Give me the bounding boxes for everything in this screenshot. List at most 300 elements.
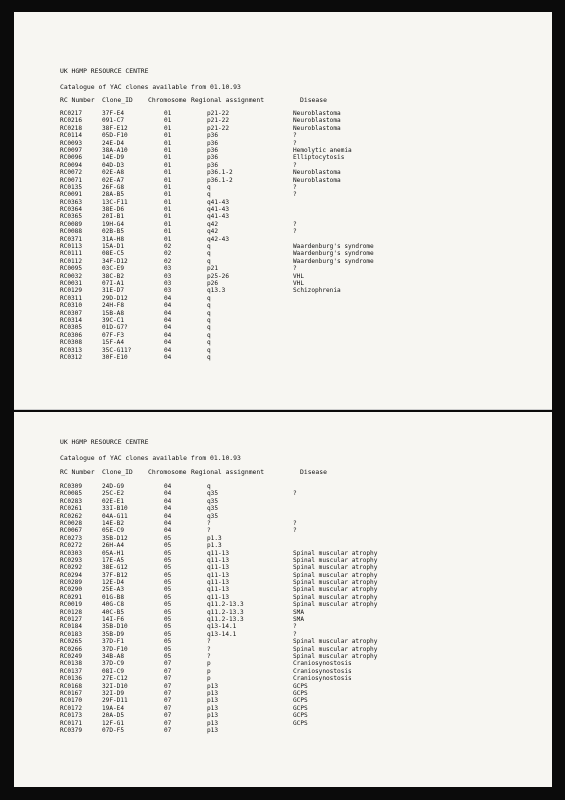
cell-disease: GCPS <box>293 712 308 720</box>
cell-rc-number: RC0183 <box>60 630 83 638</box>
table-row <box>60 572 540 579</box>
cell-chromosome: 02 <box>164 243 172 251</box>
column-headers <box>60 468 540 476</box>
cell-regional-assignment: q11-13 <box>207 579 230 587</box>
cell-disease: SMA <box>293 616 305 624</box>
cell-disease: Neuroblastoma <box>293 169 341 177</box>
cell-clone-id: 07D-F5 <box>102 726 125 734</box>
table-row <box>60 616 540 623</box>
cell-chromosome: 04 <box>164 294 172 302</box>
cell-disease: ? <box>293 630 297 638</box>
cell-disease: ? <box>293 228 297 236</box>
cell-clone-id: 29F-D11 <box>102 697 128 705</box>
cell-chromosome: 01 <box>164 220 172 228</box>
cell-clone-id: 25E-A3 <box>102 586 125 594</box>
cell-chromosome: 05 <box>164 601 172 609</box>
table-row <box>60 631 540 638</box>
cell-clone-id: 28A-B5 <box>102 191 125 199</box>
cell-clone-id: 38F-E12 <box>102 124 128 132</box>
header-regional-assignment: Regional assignment <box>191 468 265 476</box>
cell-clone-id: 40C-B5 <box>102 608 125 616</box>
cell-chromosome: 07 <box>164 689 172 697</box>
cell-regional-assignment: p21-22 <box>207 117 230 125</box>
cell-chromosome: 01 <box>164 183 172 191</box>
table-row <box>60 579 540 586</box>
cell-regional-assignment: p21-22 <box>207 110 230 117</box>
cell-rc-number: RC0137 <box>60 667 83 675</box>
cell-clone-id: 19H-G4 <box>102 220 125 228</box>
cell-regional-assignment: p36.1-2 <box>207 176 233 184</box>
cell-disease: Waardenburg's syndrome <box>293 250 374 258</box>
cell-clone-id: 37D-F1 <box>102 638 125 646</box>
cell-clone-id: 34B-A8 <box>102 652 125 660</box>
cell-disease: Spinal muscular atrophy <box>293 645 378 653</box>
cell-regional-assignment: q <box>207 183 211 191</box>
cell-regional-assignment: q <box>207 316 211 324</box>
org-title: UK HGMP RESOURCE CENTRE <box>60 67 149 75</box>
cell-regional-assignment: q35 <box>207 505 219 513</box>
cell-regional-assignment: p25-26 <box>207 272 230 280</box>
cell-chromosome: 05 <box>164 586 172 594</box>
cell-disease: GCPS <box>293 697 308 705</box>
clone-table-1 <box>60 110 540 361</box>
catalogue-title: Catalogue of YAC clones available from 01.10.93 <box>60 454 241 462</box>
cell-regional-assignment: q <box>207 483 211 490</box>
cell-chromosome: 01 <box>164 169 172 177</box>
cell-chromosome: 02 <box>164 257 172 265</box>
cell-regional-assignment: q13-14.1 <box>207 623 237 631</box>
cell-regional-assignment: q11-13 <box>207 556 230 564</box>
cell-chromosome: 07 <box>164 719 172 727</box>
header-regional-assignment: Regional assignment <box>191 96 265 104</box>
cell-rc-number: RC0289 <box>60 579 83 587</box>
cell-disease: VHL <box>293 279 305 287</box>
cell-disease: Waardenburg's syndrome <box>293 243 374 251</box>
cell-rc-number: RC0093 <box>60 139 83 147</box>
cell-rc-number: RC0364 <box>60 206 83 214</box>
table-row <box>60 720 540 727</box>
cell-chromosome: 05 <box>164 616 172 624</box>
cell-chromosome: 03 <box>164 265 172 273</box>
cell-chromosome: 07 <box>164 682 172 690</box>
cell-regional-assignment: ? <box>207 527 211 535</box>
cell-regional-assignment: q41-43 <box>207 206 230 214</box>
cell-clone-id: 13C-F11 <box>102 198 128 206</box>
cell-chromosome: 01 <box>164 132 172 140</box>
table-row <box>60 221 540 228</box>
cell-rc-number: RC0067 <box>60 527 83 535</box>
cell-disease: ? <box>293 490 297 498</box>
cell-chromosome: 07 <box>164 712 172 720</box>
cell-clone-id: 24D-G9 <box>102 483 125 490</box>
table-row <box>60 347 540 354</box>
cell-rc-number: RC0019 <box>60 601 83 609</box>
table-row <box>60 705 540 712</box>
cell-disease: Spinal muscular atrophy <box>293 601 378 609</box>
cell-regional-assignment: p21-22 <box>207 124 230 132</box>
table-row <box>60 169 540 176</box>
cell-disease: VHL <box>293 272 305 280</box>
cell-rc-number: RC0129 <box>60 287 83 295</box>
cell-regional-assignment: p36 <box>207 139 219 147</box>
page-1-content <box>60 67 540 361</box>
table-row <box>60 609 540 616</box>
table-row <box>60 258 540 265</box>
cell-regional-assignment: p1.3 <box>207 542 222 550</box>
cell-regional-assignment: q <box>207 250 211 258</box>
table-row <box>60 586 540 593</box>
cell-rc-number: RC0371 <box>60 235 83 243</box>
table-row <box>60 273 540 280</box>
cell-regional-assignment: p13 <box>207 726 219 734</box>
cell-rc-number: RC0172 <box>60 704 83 712</box>
cell-disease: ? <box>293 161 297 169</box>
cell-chromosome: 03 <box>164 287 172 295</box>
cell-disease: ? <box>293 265 297 273</box>
cell-chromosome: 01 <box>164 154 172 162</box>
cell-disease: Spinal muscular atrophy <box>293 564 378 572</box>
cell-regional-assignment: p <box>207 667 211 675</box>
cell-rc-number: RC0291 <box>60 593 83 601</box>
cell-regional-assignment: q35 <box>207 490 219 498</box>
table-row <box>60 498 540 505</box>
cell-rc-number: RC0167 <box>60 689 83 697</box>
cell-regional-assignment: q42 <box>207 220 219 228</box>
cell-rc-number: RC0312 <box>60 353 83 361</box>
table-row <box>60 483 540 490</box>
cell-regional-assignment: ? <box>207 519 211 527</box>
table-row <box>60 310 540 317</box>
cell-clone-id: 24H-F8 <box>102 302 125 310</box>
table-row <box>60 140 540 147</box>
cell-clone-id: 02B-B5 <box>102 228 125 236</box>
cell-chromosome: 07 <box>164 667 172 675</box>
cell-regional-assignment: p1.3 <box>207 534 222 542</box>
cell-clone-id: 04D-D3 <box>102 161 125 169</box>
column-headers <box>60 96 540 104</box>
cell-regional-assignment: q11-13 <box>207 593 230 601</box>
cell-rc-number: RC0273 <box>60 534 83 542</box>
cell-rc-number: RC0303 <box>60 549 83 557</box>
cell-clone-id: 05A-H1 <box>102 549 125 557</box>
cell-chromosome: 01 <box>164 206 172 214</box>
cell-rc-number: RC0071 <box>60 176 83 184</box>
cell-disease: Waardenburg's syndrome <box>293 257 374 265</box>
table-row <box>60 535 540 542</box>
cell-rc-number: RC0085 <box>60 490 83 498</box>
table-row <box>60 727 540 734</box>
cell-clone-id: 32I-D9 <box>102 689 125 697</box>
cell-regional-assignment: q11.2-13.3 <box>207 608 244 616</box>
cell-chromosome: 01 <box>164 198 172 206</box>
cell-rc-number: RC0262 <box>60 512 83 520</box>
cell-chromosome: 04 <box>164 302 172 310</box>
cell-chromosome: 04 <box>164 512 172 520</box>
cell-clone-id: 27E-C12 <box>102 675 128 683</box>
cell-clone-id: 07I-A1 <box>102 279 125 287</box>
cell-regional-assignment: q <box>207 257 211 265</box>
table-row <box>60 317 540 324</box>
cell-chromosome: 01 <box>164 228 172 236</box>
table-row <box>60 287 540 294</box>
cell-disease: GCPS <box>293 682 308 690</box>
table-row <box>60 228 540 235</box>
cell-rc-number: RC0309 <box>60 483 83 490</box>
cell-disease: Craniosynostosis <box>293 660 352 668</box>
cell-clone-id: 12F-G1 <box>102 719 125 727</box>
cell-regional-assignment: p21 <box>207 265 219 273</box>
cell-disease: Hemolytic anemia <box>293 146 352 154</box>
cell-clone-id: 24E-D4 <box>102 139 125 147</box>
cell-chromosome: 05 <box>164 579 172 587</box>
cell-rc-number: RC0283 <box>60 497 83 505</box>
cell-rc-number: RC0032 <box>60 272 83 280</box>
cell-clone-id: 26F-G8 <box>102 183 125 191</box>
cell-regional-assignment: q35 <box>207 497 219 505</box>
cell-disease: ? <box>293 623 297 631</box>
table-row <box>60 162 540 169</box>
cell-chromosome: 01 <box>164 213 172 221</box>
cell-rc-number: RC0363 <box>60 198 83 206</box>
table-row <box>60 177 540 184</box>
cell-regional-assignment: q <box>207 302 211 310</box>
cell-chromosome: 05 <box>164 556 172 564</box>
cell-regional-assignment: q <box>207 346 211 354</box>
cell-chromosome: 04 <box>164 324 172 332</box>
cell-rc-number: RC0305 <box>60 324 83 332</box>
cell-regional-assignment: q <box>207 191 211 199</box>
cell-regional-assignment: q41-43 <box>207 198 230 206</box>
cell-disease: Elliptocytosis <box>293 154 345 162</box>
cell-clone-id: 40G-C8 <box>102 601 125 609</box>
cell-disease: ? <box>293 191 297 199</box>
cell-rc-number: RC0293 <box>60 556 83 564</box>
cell-clone-id: 38A-A10 <box>102 146 128 154</box>
cell-clone-id: 01D-G7? <box>102 324 128 332</box>
cell-regional-assignment: p13 <box>207 689 219 697</box>
cell-disease: ? <box>293 183 297 191</box>
cell-regional-assignment: q11.2-13.3 <box>207 601 244 609</box>
cell-chromosome: 04 <box>164 309 172 317</box>
cell-disease: Spinal muscular atrophy <box>293 579 378 587</box>
cell-chromosome: 04 <box>164 483 172 490</box>
cell-clone-id: 38E-D6 <box>102 206 125 214</box>
cell-chromosome: 05 <box>164 630 172 638</box>
cell-rc-number: RC0136 <box>60 675 83 683</box>
cell-clone-id: 17E-A5 <box>102 556 125 564</box>
cell-rc-number: RC0135 <box>60 183 83 191</box>
cell-clone-id: 15A-D1 <box>102 243 125 251</box>
cell-chromosome: 05 <box>164 542 172 550</box>
cell-clone-id: 34F-D12 <box>102 257 128 265</box>
cell-disease: Spinal muscular atrophy <box>293 593 378 601</box>
catalogue-title: Catalogue of YAC clones available from 01.10.93 <box>60 83 241 91</box>
cell-disease: Spinal muscular atrophy <box>293 556 378 564</box>
table-row <box>60 213 540 220</box>
cell-disease: Spinal muscular atrophy <box>293 571 378 579</box>
header-clone-id: Clone_ID <box>102 468 133 476</box>
clone-table-2 <box>60 483 540 734</box>
cell-chromosome: 01 <box>164 161 172 169</box>
table-row <box>60 527 540 534</box>
cell-regional-assignment: q13-14.1 <box>207 630 237 638</box>
table-row <box>60 668 540 675</box>
header-disease: Disease <box>300 96 327 104</box>
cell-chromosome: 07 <box>164 675 172 683</box>
cell-regional-assignment: q42 <box>207 228 219 236</box>
cell-clone-id: 02E-E1 <box>102 497 125 505</box>
table-row <box>60 564 540 571</box>
cell-clone-id: 07F-F3 <box>102 331 125 339</box>
table-row <box>60 295 540 302</box>
table-row <box>60 557 540 564</box>
cell-regional-assignment: q11-13 <box>207 586 230 594</box>
cell-clone-id: 08I-C9 <box>102 667 125 675</box>
table-row <box>60 236 540 243</box>
cell-rc-number: RC0266 <box>60 645 83 653</box>
cell-regional-assignment: p <box>207 660 211 668</box>
cell-rc-number: RC0127 <box>60 616 83 624</box>
cell-rc-number: RC0168 <box>60 682 83 690</box>
cell-clone-id: 02E-A7 <box>102 176 125 184</box>
cell-rc-number: RC0031 <box>60 279 83 287</box>
table-row <box>60 542 540 549</box>
cell-disease: Schizophrenia <box>293 287 341 295</box>
table-row <box>60 653 540 660</box>
header-chromosome: Chromosome <box>148 96 187 104</box>
cell-regional-assignment: q13.3 <box>207 287 226 295</box>
cell-disease: Craniosynostosis <box>293 675 352 683</box>
cell-chromosome: 05 <box>164 645 172 653</box>
cell-disease: ? <box>293 220 297 228</box>
table-row <box>60 660 540 667</box>
table-row <box>60 601 540 608</box>
cell-disease: GCPS <box>293 719 308 727</box>
cell-disease: GCPS <box>293 689 308 697</box>
table-row <box>60 712 540 719</box>
cell-clone-id: 20A-D5 <box>102 712 125 720</box>
cell-regional-assignment: q35 <box>207 512 219 520</box>
cell-regional-assignment: ? <box>207 638 211 646</box>
cell-chromosome: 01 <box>164 191 172 199</box>
cell-regional-assignment: q11-13 <box>207 564 230 572</box>
cell-clone-id: 37F-E4 <box>102 110 125 117</box>
cell-clone-id: 39C-C1 <box>102 316 125 324</box>
cell-rc-number: RC0171 <box>60 719 83 727</box>
cell-rc-number: RC0128 <box>60 608 83 616</box>
cell-rc-number: RC0089 <box>60 220 83 228</box>
cell-rc-number: RC0261 <box>60 505 83 513</box>
cell-chromosome: 04 <box>164 519 172 527</box>
cell-rc-number: RC0111 <box>60 250 83 258</box>
cell-disease: Spinal muscular atrophy <box>293 549 378 557</box>
cell-clone-id: 38C-B2 <box>102 272 125 280</box>
cell-rc-number: RC0306 <box>60 331 83 339</box>
table-row <box>60 132 540 139</box>
cell-chromosome: 05 <box>164 564 172 572</box>
table-row <box>60 117 540 124</box>
cell-clone-id: 26H-A4 <box>102 542 125 550</box>
cell-clone-id: 05D-F10 <box>102 132 128 140</box>
cell-rc-number: RC0091 <box>60 191 83 199</box>
cell-regional-assignment: q42-43 <box>207 235 230 243</box>
table-row <box>60 147 540 154</box>
cell-regional-assignment: p36 <box>207 132 219 140</box>
cell-clone-id: 25C-E2 <box>102 490 125 498</box>
cell-chromosome: 01 <box>164 146 172 154</box>
table-row <box>60 683 540 690</box>
table-row <box>60 638 540 645</box>
cell-chromosome: 05 <box>164 593 172 601</box>
cell-rc-number: RC0095 <box>60 265 83 273</box>
cell-regional-assignment: q11-13 <box>207 571 230 579</box>
cell-chromosome: 01 <box>164 235 172 243</box>
cell-chromosome: 01 <box>164 124 172 132</box>
cell-chromosome: 02 <box>164 250 172 258</box>
cell-chromosome: 01 <box>164 139 172 147</box>
header-rc-number: RC Number <box>60 96 95 104</box>
cell-clone-id: 31E-D7 <box>102 287 125 295</box>
org-title: UK HGMP RESOURCE CENTRE <box>60 438 149 446</box>
table-row <box>60 697 540 704</box>
cell-chromosome: 03 <box>164 272 172 280</box>
cell-chromosome: 01 <box>164 110 172 117</box>
cell-rc-number: RC0184 <box>60 623 83 631</box>
cell-clone-id: 37D-C9 <box>102 660 125 668</box>
table-row <box>60 332 540 339</box>
cell-rc-number: RC0314 <box>60 316 83 324</box>
cell-clone-id: 091-C7 <box>102 117 125 125</box>
cell-rc-number: RC0173 <box>60 712 83 720</box>
cell-chromosome: 04 <box>164 497 172 505</box>
cell-rc-number: RC0310 <box>60 302 83 310</box>
cell-chromosome: 04 <box>164 505 172 513</box>
table-row <box>60 199 540 206</box>
table-row <box>60 302 540 309</box>
cell-rc-number: RC0292 <box>60 564 83 572</box>
header-disease: Disease <box>300 468 327 476</box>
table-row <box>60 520 540 527</box>
cell-chromosome: 04 <box>164 346 172 354</box>
cell-regional-assignment: p13 <box>207 712 219 720</box>
cell-disease: Neuroblastoma <box>293 124 341 132</box>
cell-disease: SMA <box>293 608 305 616</box>
catalogue-page-1 <box>14 12 552 410</box>
cell-clone-id: 08E-C5 <box>102 250 125 258</box>
cell-chromosome: 04 <box>164 527 172 535</box>
cell-rc-number: RC0313 <box>60 346 83 354</box>
cell-rc-number: RC0217 <box>60 110 83 117</box>
cell-regional-assignment: q11-13 <box>207 549 230 557</box>
cell-regional-assignment: p36.1-2 <box>207 169 233 177</box>
cell-disease: ? <box>293 132 297 140</box>
cell-regional-assignment: q <box>207 353 211 361</box>
cell-disease: Spinal muscular atrophy <box>293 638 378 646</box>
cell-regional-assignment: p13 <box>207 697 219 705</box>
table-row <box>60 324 540 331</box>
cell-rc-number: RC0113 <box>60 243 83 251</box>
cell-rc-number: RC0170 <box>60 697 83 705</box>
cell-chromosome: 05 <box>164 549 172 557</box>
cell-regional-assignment: q <box>207 339 211 347</box>
cell-regional-assignment: q11.2-13.3 <box>207 616 244 624</box>
cell-chromosome: 04 <box>164 331 172 339</box>
cell-chromosome: 04 <box>164 490 172 498</box>
table-row <box>60 191 540 198</box>
cell-chromosome: 04 <box>164 353 172 361</box>
cell-disease: GCPS <box>293 704 308 712</box>
cell-clone-id: 20I-B1 <box>102 213 125 221</box>
